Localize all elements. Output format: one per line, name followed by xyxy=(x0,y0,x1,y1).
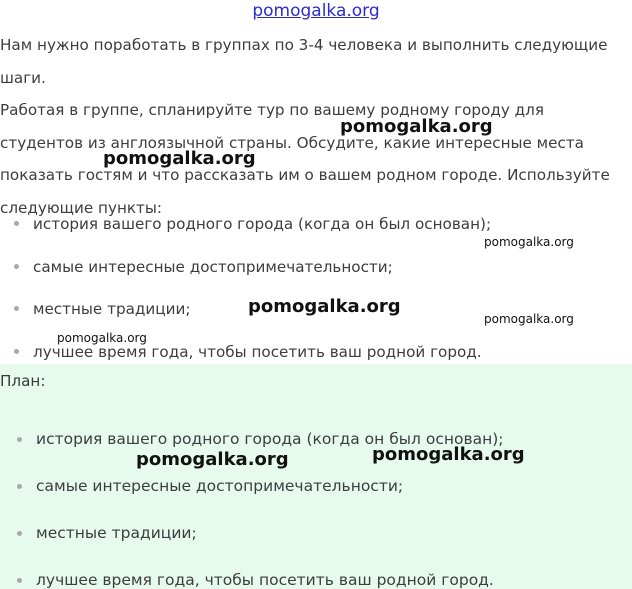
bullet-icon xyxy=(14,264,19,269)
plan-block xyxy=(0,364,632,589)
bullet-icon xyxy=(17,484,22,489)
plan-list xyxy=(0,416,620,589)
plan-title: План: xyxy=(0,372,46,390)
list-item xyxy=(0,246,620,289)
bullet-icon xyxy=(14,306,19,311)
list-item xyxy=(0,416,620,463)
intro-paragraph-1: Нам нужно поработать в группах по 3-4 человека и выполнить следующие шаги. xyxy=(0,36,608,87)
watermark: pomogalka.org xyxy=(136,449,289,470)
watermark: pomogalka.org xyxy=(372,444,525,465)
watermark: pomogalka.org xyxy=(484,235,574,249)
list-item-text: местные традиции; xyxy=(36,524,197,542)
list-item-text: самые интересные достопримечательности; xyxy=(33,257,393,276)
watermark: pomogalka.org xyxy=(248,296,401,317)
bullet-icon xyxy=(17,578,22,583)
bullet-icon xyxy=(14,349,19,354)
intro-text xyxy=(0,29,630,224)
task-list xyxy=(0,203,620,373)
list-item-text: самые интересные достопримечательности; xyxy=(36,477,404,495)
watermark: pomogalka.org xyxy=(103,148,256,169)
list-item xyxy=(0,463,620,510)
watermark: pomogalka.org xyxy=(57,331,147,345)
bullet-icon xyxy=(17,437,22,442)
list-item-text: лучшее время года, чтобы посетить ваш родной город. xyxy=(33,342,482,361)
list-item xyxy=(0,557,620,589)
bullet-icon xyxy=(14,221,19,226)
list-item-text: местные традиции; xyxy=(33,300,191,318)
header-watermark[interactable]: pomogalka.org xyxy=(252,1,380,21)
list-item-text: история вашего родного города (когда он был основан); xyxy=(33,215,492,233)
intro-paragraph-2: Работая в группе, спланируйте тур по вашему родному городу для студентов из англоязычной страны. Обсудите, какие интересные места показать гостям и что рассказать им о вашем родном городе. Используйте следующие пункты: xyxy=(0,101,610,217)
list-item-text: история вашего родного города (когда он был основан); xyxy=(36,430,504,448)
watermark: pomogalka.org xyxy=(340,116,493,137)
list-item-text: лучшее время года, чтобы посетить ваш родной город. xyxy=(36,571,494,589)
list-item xyxy=(0,510,620,557)
bullet-icon xyxy=(17,531,22,536)
watermark: pomogalka.org xyxy=(484,312,574,326)
